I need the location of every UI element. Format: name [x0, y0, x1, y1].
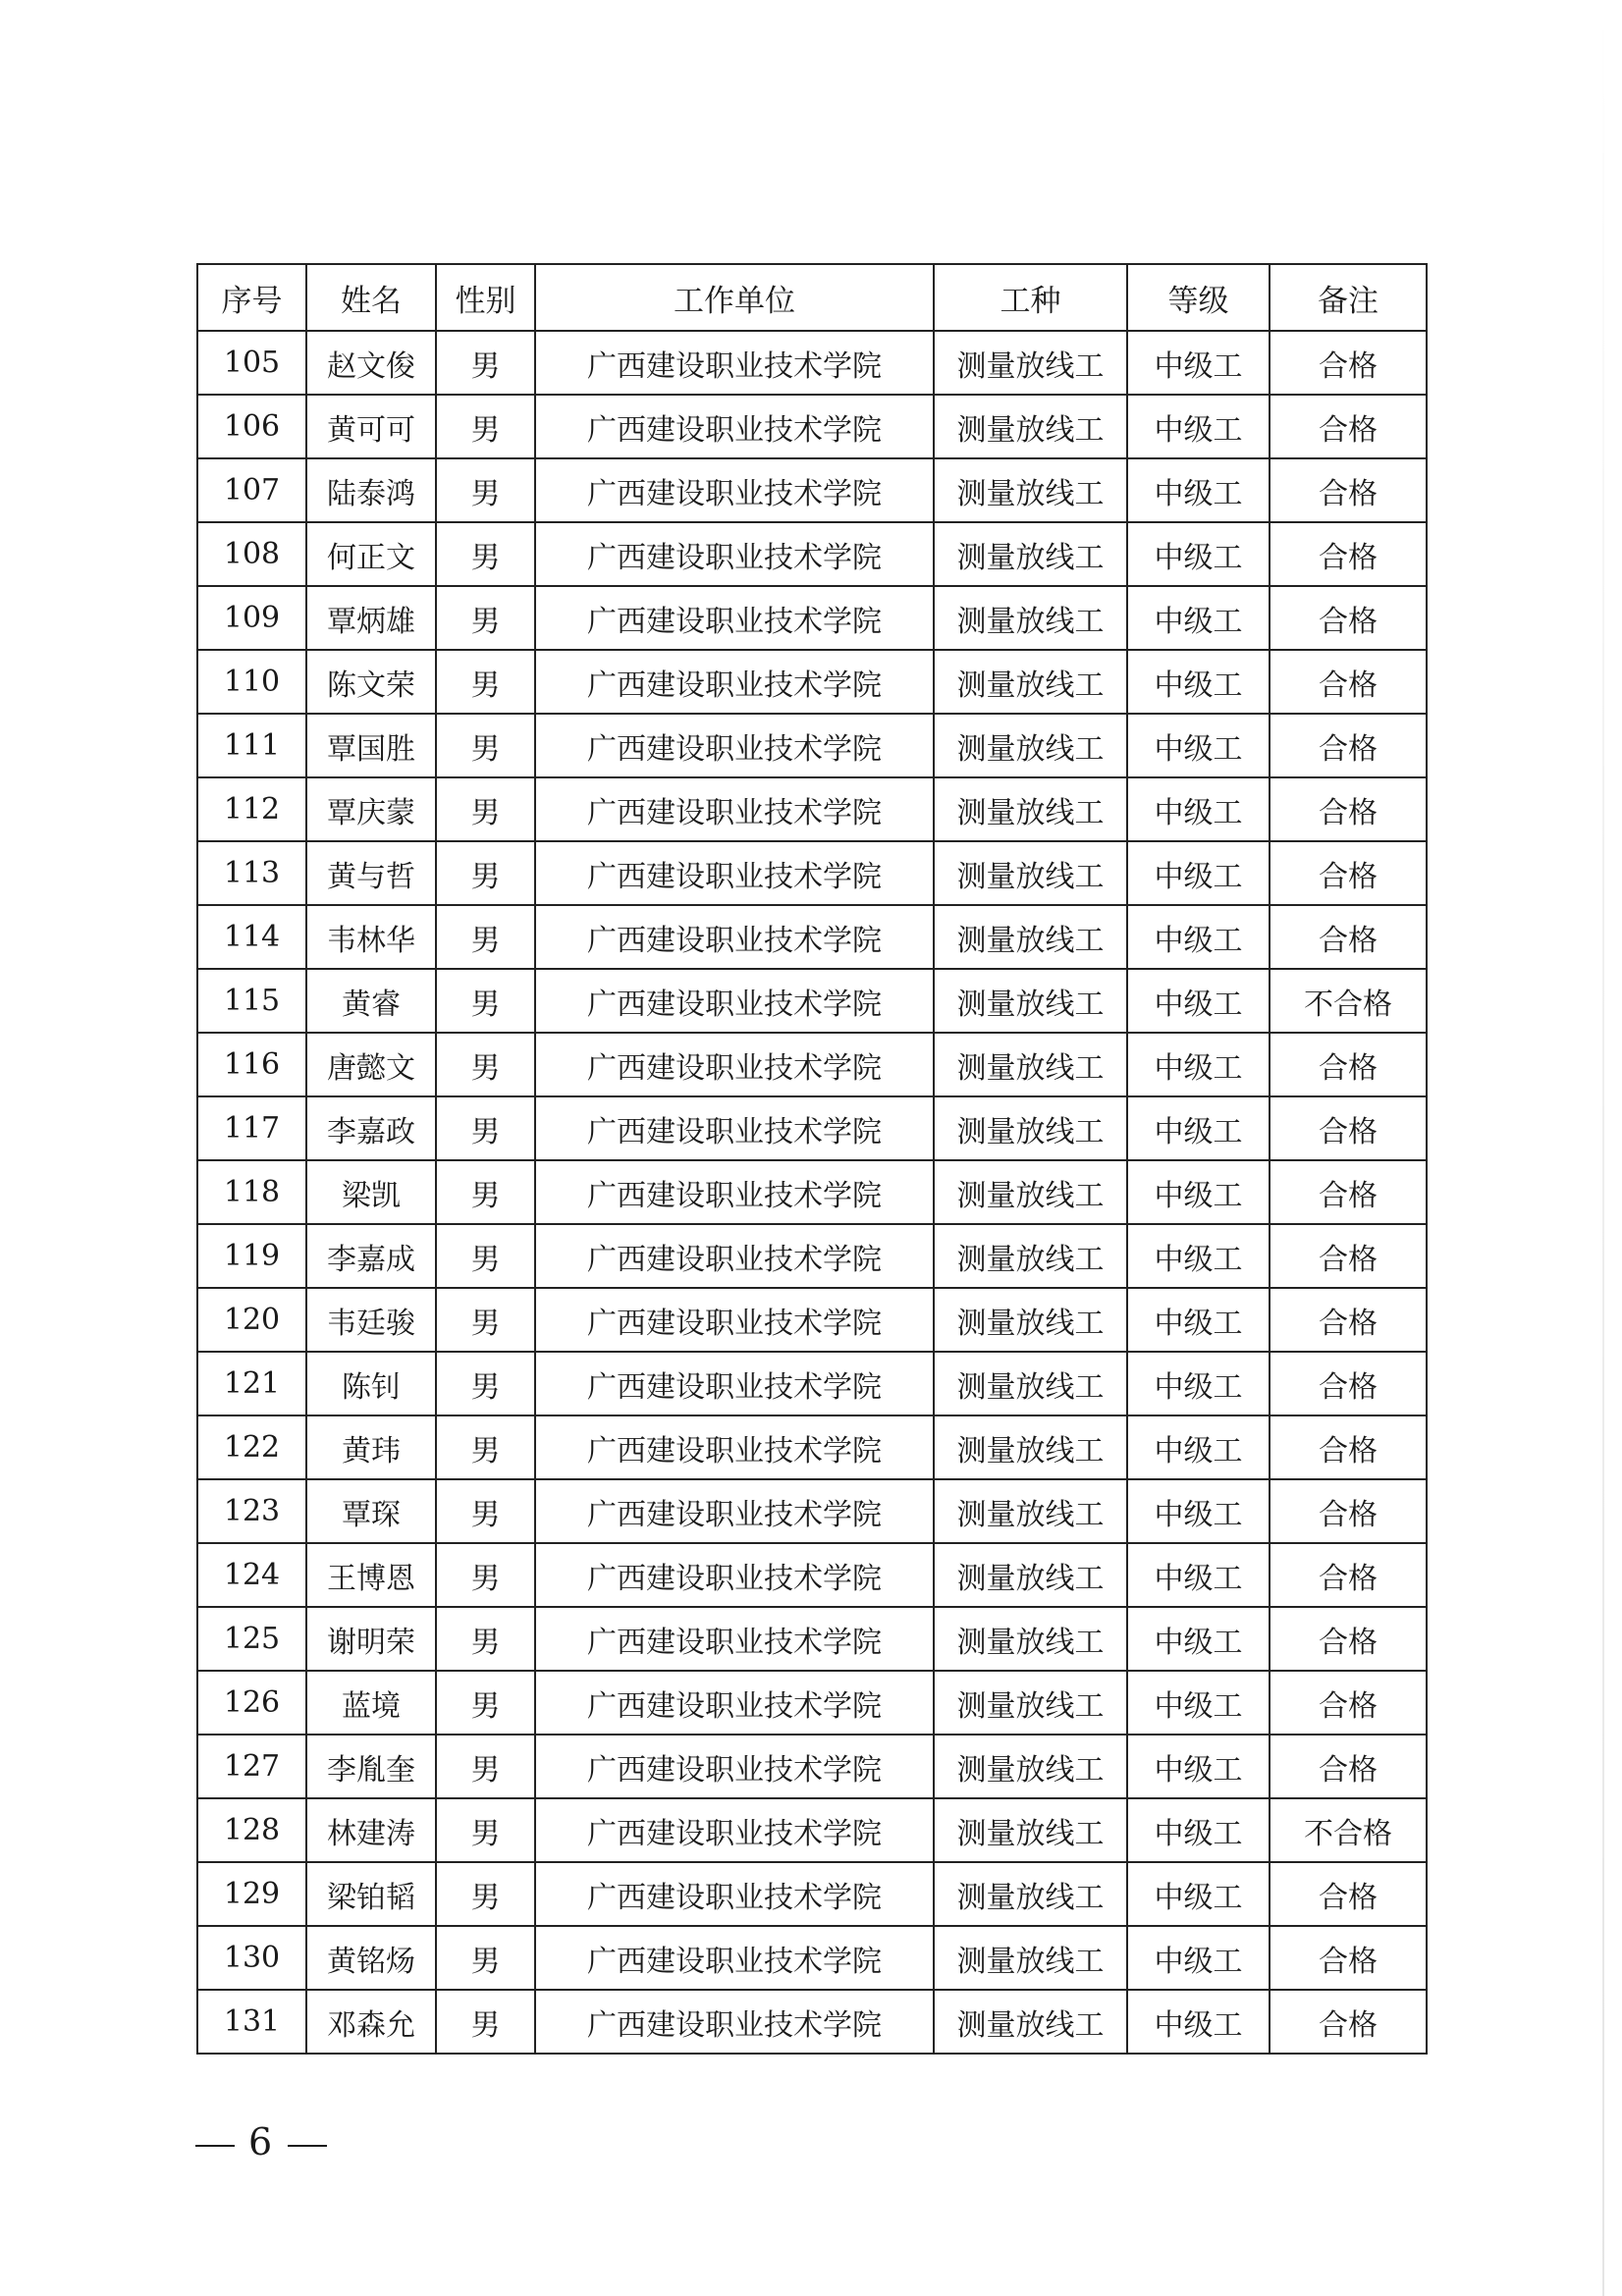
cell-job-type: 测量放线工 — [934, 1543, 1127, 1607]
cell-work-unit: 广西建设职业技术学院 — [535, 1735, 934, 1798]
cell-job-type: 测量放线工 — [934, 1160, 1127, 1224]
cell-serial: 110 — [197, 650, 306, 714]
cell-name: 韦林华 — [306, 905, 436, 969]
cell-level: 中级工 — [1127, 1671, 1270, 1735]
cell-level: 中级工 — [1127, 1096, 1270, 1160]
cell-level: 中级工 — [1127, 1479, 1270, 1543]
cell-gender: 男 — [436, 905, 535, 969]
cell-gender: 男 — [436, 714, 535, 777]
cell-gender: 男 — [436, 1096, 535, 1160]
table-row — [197, 1862, 1427, 1926]
cell-job-type: 测量放线工 — [934, 1415, 1127, 1479]
cell-name: 黄玮 — [306, 1415, 436, 1479]
cell-serial: 129 — [197, 1862, 306, 1926]
table-row — [197, 331, 1427, 395]
cell-gender: 男 — [436, 1479, 535, 1543]
cell-work-unit: 广西建设职业技术学院 — [535, 586, 934, 650]
cell-gender: 男 — [436, 841, 535, 905]
cell-remark: 合格 — [1270, 586, 1427, 650]
header-serial: 序号 — [197, 264, 306, 331]
cell-serial: 128 — [197, 1798, 306, 1862]
cell-gender: 男 — [436, 331, 535, 395]
cell-job-type: 测量放线工 — [934, 777, 1127, 841]
cell-serial: 108 — [197, 522, 306, 586]
cell-remark: 合格 — [1270, 1990, 1427, 2054]
cell-level: 中级工 — [1127, 714, 1270, 777]
cell-remark: 合格 — [1270, 1415, 1427, 1479]
cell-work-unit: 广西建设职业技术学院 — [535, 1415, 934, 1479]
cell-job-type: 测量放线工 — [934, 1798, 1127, 1862]
cell-gender: 男 — [436, 1352, 535, 1415]
cell-level: 中级工 — [1127, 522, 1270, 586]
cell-work-unit: 广西建设职业技术学院 — [535, 969, 934, 1033]
cell-job-type: 测量放线工 — [934, 1607, 1127, 1671]
cell-serial: 131 — [197, 1990, 306, 2054]
cell-job-type: 测量放线工 — [934, 1862, 1127, 1926]
cell-work-unit: 广西建设职业技术学院 — [535, 1862, 934, 1926]
cell-name: 黄可可 — [306, 395, 436, 458]
table-row — [197, 1352, 1427, 1415]
cell-name: 李嘉政 — [306, 1096, 436, 1160]
cell-remark: 合格 — [1270, 1352, 1427, 1415]
table-row — [197, 1224, 1427, 1288]
cell-job-type: 测量放线工 — [934, 458, 1127, 522]
table-row — [197, 777, 1427, 841]
cell-level: 中级工 — [1127, 1862, 1270, 1926]
cell-job-type: 测量放线工 — [934, 1096, 1127, 1160]
cell-remark: 合格 — [1270, 714, 1427, 777]
cell-name: 赵文俊 — [306, 331, 436, 395]
cell-remark: 合格 — [1270, 1607, 1427, 1671]
table-row — [197, 1735, 1427, 1798]
cell-level: 中级工 — [1127, 1798, 1270, 1862]
cell-serial: 113 — [197, 841, 306, 905]
cell-remark: 合格 — [1270, 777, 1427, 841]
cell-work-unit: 广西建设职业技术学院 — [535, 650, 934, 714]
cell-serial: 126 — [197, 1671, 306, 1735]
cell-gender: 男 — [436, 1607, 535, 1671]
cell-serial: 120 — [197, 1288, 306, 1352]
header-remark: 备注 — [1270, 264, 1427, 331]
table-header-row — [197, 264, 1427, 331]
cell-name: 黄铭炀 — [306, 1926, 436, 1990]
cell-name: 覃庆蒙 — [306, 777, 436, 841]
cell-remark: 合格 — [1270, 905, 1427, 969]
cell-remark: 合格 — [1270, 522, 1427, 586]
cell-level: 中级工 — [1127, 777, 1270, 841]
cell-remark: 合格 — [1270, 1543, 1427, 1607]
cell-serial: 107 — [197, 458, 306, 522]
cell-name: 蓝境 — [306, 1671, 436, 1735]
cell-work-unit: 广西建设职业技术学院 — [535, 458, 934, 522]
table-row — [197, 1543, 1427, 1607]
cell-work-unit: 广西建设职业技术学院 — [535, 1607, 934, 1671]
cell-work-unit: 广西建设职业技术学院 — [535, 1990, 934, 2054]
cell-level: 中级工 — [1127, 1926, 1270, 1990]
cell-level: 中级工 — [1127, 395, 1270, 458]
cell-gender: 男 — [436, 1926, 535, 1990]
cell-level: 中级工 — [1127, 331, 1270, 395]
cell-gender: 男 — [436, 1735, 535, 1798]
cell-level: 中级工 — [1127, 650, 1270, 714]
cell-level: 中级工 — [1127, 1033, 1270, 1096]
cell-serial: 118 — [197, 1160, 306, 1224]
cell-name: 陈文荣 — [306, 650, 436, 714]
cell-remark: 合格 — [1270, 1096, 1427, 1160]
cell-serial: 121 — [197, 1352, 306, 1415]
table-row — [197, 1033, 1427, 1096]
cell-remark: 合格 — [1270, 1862, 1427, 1926]
cell-serial: 111 — [197, 714, 306, 777]
table-row — [197, 1990, 1427, 2054]
cell-gender: 男 — [436, 1415, 535, 1479]
cell-remark: 合格 — [1270, 650, 1427, 714]
cell-job-type: 测量放线工 — [934, 1671, 1127, 1735]
cell-name: 谢明荣 — [306, 1607, 436, 1671]
cell-gender: 男 — [436, 969, 535, 1033]
cell-level: 中级工 — [1127, 586, 1270, 650]
table-row — [197, 458, 1427, 522]
cell-work-unit: 广西建设职业技术学院 — [535, 905, 934, 969]
cell-level: 中级工 — [1127, 905, 1270, 969]
cell-serial: 105 — [197, 331, 306, 395]
cell-job-type: 测量放线工 — [934, 1735, 1127, 1798]
cell-remark: 合格 — [1270, 1033, 1427, 1096]
table-row — [197, 1671, 1427, 1735]
table-row — [197, 841, 1427, 905]
cell-name: 黄睿 — [306, 969, 436, 1033]
cell-job-type: 测量放线工 — [934, 331, 1127, 395]
table-row — [197, 969, 1427, 1033]
cell-name: 韦廷骏 — [306, 1288, 436, 1352]
cell-job-type: 测量放线工 — [934, 522, 1127, 586]
cell-remark: 不合格 — [1270, 1798, 1427, 1862]
cell-level: 中级工 — [1127, 841, 1270, 905]
cell-job-type: 测量放线工 — [934, 1224, 1127, 1288]
cell-job-type: 测量放线工 — [934, 650, 1127, 714]
table-row — [197, 905, 1427, 969]
cell-gender: 男 — [436, 650, 535, 714]
cell-serial: 115 — [197, 969, 306, 1033]
results-table-container — [196, 263, 1426, 2055]
cell-level: 中级工 — [1127, 969, 1270, 1033]
table-row — [197, 395, 1427, 458]
cell-serial: 125 — [197, 1607, 306, 1671]
cell-level: 中级工 — [1127, 1735, 1270, 1798]
cell-name: 陈钊 — [306, 1352, 436, 1415]
cell-name: 陆泰鸿 — [306, 458, 436, 522]
cell-level: 中级工 — [1127, 1352, 1270, 1415]
cell-job-type: 测量放线工 — [934, 1926, 1127, 1990]
cell-serial: 122 — [197, 1415, 306, 1479]
scan-edge-shadow — [1602, 0, 1604, 2296]
cell-name: 覃炳雄 — [306, 586, 436, 650]
cell-job-type: 测量放线工 — [934, 395, 1127, 458]
cell-work-unit: 广西建设职业技术学院 — [535, 1033, 934, 1096]
cell-gender: 男 — [436, 1160, 535, 1224]
results-table — [196, 263, 1428, 2055]
cell-job-type: 测量放线工 — [934, 586, 1127, 650]
cell-job-type: 测量放线工 — [934, 841, 1127, 905]
cell-serial: 127 — [197, 1735, 306, 1798]
table-row — [197, 1096, 1427, 1160]
cell-remark: 合格 — [1270, 1160, 1427, 1224]
cell-work-unit: 广西建设职业技术学院 — [535, 1096, 934, 1160]
cell-level: 中级工 — [1127, 1543, 1270, 1607]
cell-remark: 不合格 — [1270, 969, 1427, 1033]
cell-level: 中级工 — [1127, 1160, 1270, 1224]
cell-job-type: 测量放线工 — [934, 969, 1127, 1033]
cell-name: 梁凯 — [306, 1160, 436, 1224]
cell-remark: 合格 — [1270, 1479, 1427, 1543]
cell-work-unit: 广西建设职业技术学院 — [535, 1479, 934, 1543]
cell-name: 邓森允 — [306, 1990, 436, 2054]
table-row — [197, 586, 1427, 650]
cell-gender: 男 — [436, 1224, 535, 1288]
cell-name: 梁铂韬 — [306, 1862, 436, 1926]
cell-level: 中级工 — [1127, 1288, 1270, 1352]
cell-job-type: 测量放线工 — [934, 714, 1127, 777]
cell-serial: 117 — [197, 1096, 306, 1160]
cell-gender: 男 — [436, 1033, 535, 1096]
cell-gender: 男 — [436, 395, 535, 458]
table-row — [197, 1415, 1427, 1479]
cell-level: 中级工 — [1127, 458, 1270, 522]
page-footer — [182, 2120, 341, 2163]
cell-remark: 合格 — [1270, 395, 1427, 458]
cell-work-unit: 广西建设职业技术学院 — [535, 1352, 934, 1415]
cell-name: 林建涛 — [306, 1798, 436, 1862]
cell-remark: 合格 — [1270, 331, 1427, 395]
cell-name: 覃琛 — [306, 1479, 436, 1543]
cell-work-unit: 广西建设职业技术学院 — [535, 1160, 934, 1224]
cell-work-unit: 广西建设职业技术学院 — [535, 1798, 934, 1862]
page-number: 6 — [248, 2120, 275, 2163]
cell-gender: 男 — [436, 586, 535, 650]
cell-remark: 合格 — [1270, 1926, 1427, 1990]
cell-work-unit: 广西建设职业技术学院 — [535, 841, 934, 905]
cell-work-unit: 广西建设职业技术学院 — [535, 714, 934, 777]
cell-serial: 109 — [197, 586, 306, 650]
cell-work-unit: 广西建设职业技术学院 — [535, 1288, 934, 1352]
header-job-type: 工种 — [934, 264, 1127, 331]
table-row — [197, 714, 1427, 777]
cell-job-type: 测量放线工 — [934, 1033, 1127, 1096]
cell-work-unit: 广西建设职业技术学院 — [535, 777, 934, 841]
cell-name: 何正文 — [306, 522, 436, 586]
cell-work-unit: 广西建设职业技术学院 — [535, 1543, 934, 1607]
cell-name: 唐懿文 — [306, 1033, 436, 1096]
cell-work-unit: 广西建设职业技术学院 — [535, 395, 934, 458]
table-body — [197, 331, 1427, 2054]
cell-gender: 男 — [436, 1990, 535, 2054]
header-name: 姓名 — [306, 264, 436, 331]
footer-dash-right — [288, 2145, 327, 2147]
cell-serial: 116 — [197, 1033, 306, 1096]
table-row — [197, 1926, 1427, 1990]
cell-name: 王博恩 — [306, 1543, 436, 1607]
cell-level: 中级工 — [1127, 1224, 1270, 1288]
cell-work-unit: 广西建设职业技术学院 — [535, 522, 934, 586]
cell-gender: 男 — [436, 522, 535, 586]
cell-work-unit: 广西建设职业技术学院 — [535, 1224, 934, 1288]
table-row — [197, 1288, 1427, 1352]
cell-serial: 114 — [197, 905, 306, 969]
table-row — [197, 1160, 1427, 1224]
table-row — [197, 650, 1427, 714]
table-row — [197, 1798, 1427, 1862]
cell-gender: 男 — [436, 458, 535, 522]
cell-remark: 合格 — [1270, 1671, 1427, 1735]
cell-job-type: 测量放线工 — [934, 1990, 1127, 2054]
cell-name: 黄与哲 — [306, 841, 436, 905]
cell-level: 中级工 — [1127, 1607, 1270, 1671]
cell-remark: 合格 — [1270, 1224, 1427, 1288]
table-row — [197, 1479, 1427, 1543]
cell-gender: 男 — [436, 1543, 535, 1607]
header-level: 等级 — [1127, 264, 1270, 331]
table-row — [197, 522, 1427, 586]
cell-level: 中级工 — [1127, 1990, 1270, 2054]
cell-work-unit: 广西建设职业技术学院 — [535, 1671, 934, 1735]
cell-job-type: 测量放线工 — [934, 1479, 1127, 1543]
table-row — [197, 1607, 1427, 1671]
cell-work-unit: 广西建设职业技术学院 — [535, 1926, 934, 1990]
cell-work-unit: 广西建设职业技术学院 — [535, 331, 934, 395]
cell-remark: 合格 — [1270, 841, 1427, 905]
cell-remark: 合格 — [1270, 1735, 1427, 1798]
cell-serial: 124 — [197, 1543, 306, 1607]
cell-job-type: 测量放线工 — [934, 905, 1127, 969]
cell-remark: 合格 — [1270, 458, 1427, 522]
cell-name: 李胤奎 — [306, 1735, 436, 1798]
cell-serial: 130 — [197, 1926, 306, 1990]
cell-gender: 男 — [436, 1798, 535, 1862]
header-work-unit: 工作单位 — [535, 264, 934, 331]
footer-dash-left — [195, 2145, 235, 2147]
cell-name: 覃国胜 — [306, 714, 436, 777]
cell-job-type: 测量放线工 — [934, 1352, 1127, 1415]
cell-job-type: 测量放线工 — [934, 1288, 1127, 1352]
cell-name: 李嘉成 — [306, 1224, 436, 1288]
cell-gender: 男 — [436, 1288, 535, 1352]
cell-serial: 123 — [197, 1479, 306, 1543]
header-gender: 性别 — [436, 264, 535, 331]
cell-serial: 112 — [197, 777, 306, 841]
cell-level: 中级工 — [1127, 1415, 1270, 1479]
cell-gender: 男 — [436, 777, 535, 841]
cell-serial: 119 — [197, 1224, 306, 1288]
cell-gender: 男 — [436, 1671, 535, 1735]
cell-serial: 106 — [197, 395, 306, 458]
cell-remark: 合格 — [1270, 1288, 1427, 1352]
cell-gender: 男 — [436, 1862, 535, 1926]
